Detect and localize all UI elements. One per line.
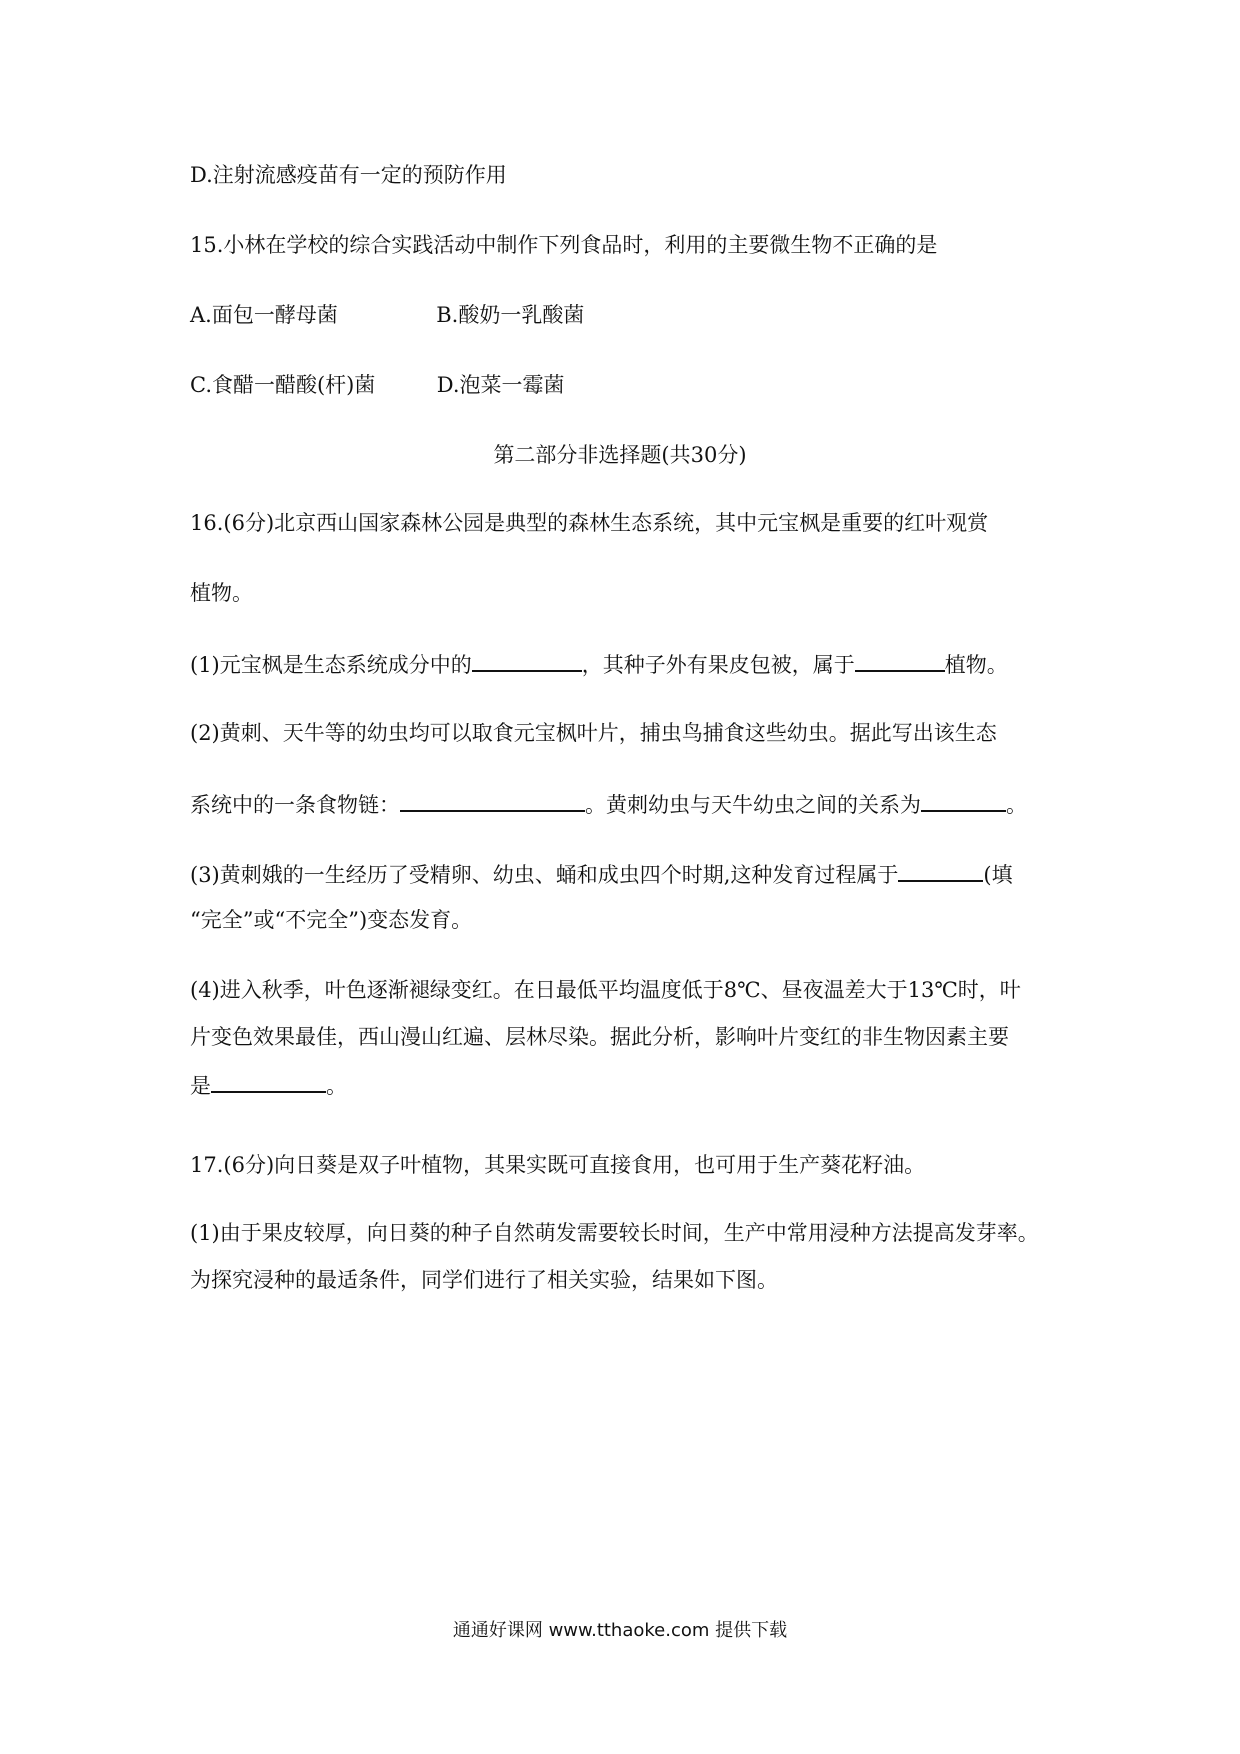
q16-part4-line1: (4)进入秋季，叶色逐渐褪绿变红。在日最低平均温度低于8℃、昼夜温差大于13℃时，叶: [190, 978, 1021, 1002]
q15-options-row2: [190, 370, 565, 400]
q14-option-d: D.注射流感疫苗有一定的预防作用: [190, 163, 507, 187]
answer-blank[interactable]: [400, 788, 585, 812]
q16-part3-line1: [190, 858, 1013, 890]
answer-blank[interactable]: [472, 648, 582, 672]
q16-part4-line2: 片变色效果最佳，西山漫山红遍、层林尽染。据此分析，影响叶片变红的非生物因素主要: [190, 1025, 1009, 1049]
q16-p4-text-a: 是: [190, 1074, 211, 1098]
answer-blank[interactable]: [921, 788, 1006, 812]
q15-options-row1: [190, 300, 584, 330]
section-title: 第二部分非选择题(共30分): [493, 443, 747, 467]
q16-stem-line1: 16.(6分)北京西山国家森林公园是典型的森林生态系统，其中元宝枫是重要的红叶观赏: [190, 511, 989, 535]
q15-option-a: A.面包一酵母菌: [190, 303, 338, 327]
q16-part2-line2: [190, 788, 1027, 820]
answer-blank[interactable]: [898, 858, 983, 882]
q16-p2-text-b: 。黄刺幼虫与天牛幼虫之间的关系为: [585, 793, 921, 817]
q16-part2-line1: (2)黄刺、天牛等的幼虫均可以取食元宝枫叶片，捕虫鸟捕食这些幼虫。据此写出该生态: [190, 721, 997, 745]
q15-stem: 15.小林在学校的综合实践活动中制作下列食品时，利用的主要微生物不正确的是: [190, 233, 938, 257]
q17-stem: 17.(6分)向日葵是双子叶植物，其果实既可直接食用，也可用于生产葵花籽油。: [190, 1153, 926, 1177]
answer-blank[interactable]: [211, 1069, 326, 1093]
answer-blank[interactable]: [855, 648, 945, 672]
q15-option-d: D.泡菜一霉菌: [436, 373, 565, 397]
q16-p3-text-a: (3)黄刺娥的一生经历了受精卵、幼虫、蛹和成虫四个时期,这种发育过程属于: [190, 863, 899, 887]
q17-part1-line2: 为探究浸种的最适条件，同学们进行了相关实验，结果如下图。: [190, 1268, 778, 1292]
q16-p2-text-c: 。: [1006, 793, 1027, 817]
q16-stem-line2: 植物。: [190, 581, 253, 605]
footer-watermark: 通通好课网 www.tthaoke.com 提供下载: [452, 1620, 788, 1641]
q16-p1-text-c: 植物。: [944, 653, 1008, 677]
q15-option-c: C.食醋一醋酸(杆)菌: [190, 373, 376, 397]
q16-part4-line3: [190, 1069, 347, 1101]
q16-part1: [190, 648, 1008, 680]
q16-p4-text-b: 。: [326, 1074, 347, 1098]
q15-option-b: B.酸奶一乳酸菌: [436, 303, 585, 327]
q16-p2-text-a: 系统中的一条食物链：: [190, 793, 400, 817]
q16-p1-text-a: (1)元宝枫是生态系统成分中的: [190, 653, 472, 677]
q16-p1-text-b: ，其种子外有果皮包被，属于: [581, 653, 855, 677]
q16-p3-text-b: (填: [983, 863, 1013, 887]
q16-part3-line2: “完全”或“不完全”)变态发育。: [190, 908, 473, 932]
q17-part1-line1: (1)由于果皮较厚，向日葵的种子自然萌发需要较长时间，生产中常用浸种方法提高发芽率。: [190, 1221, 1039, 1245]
